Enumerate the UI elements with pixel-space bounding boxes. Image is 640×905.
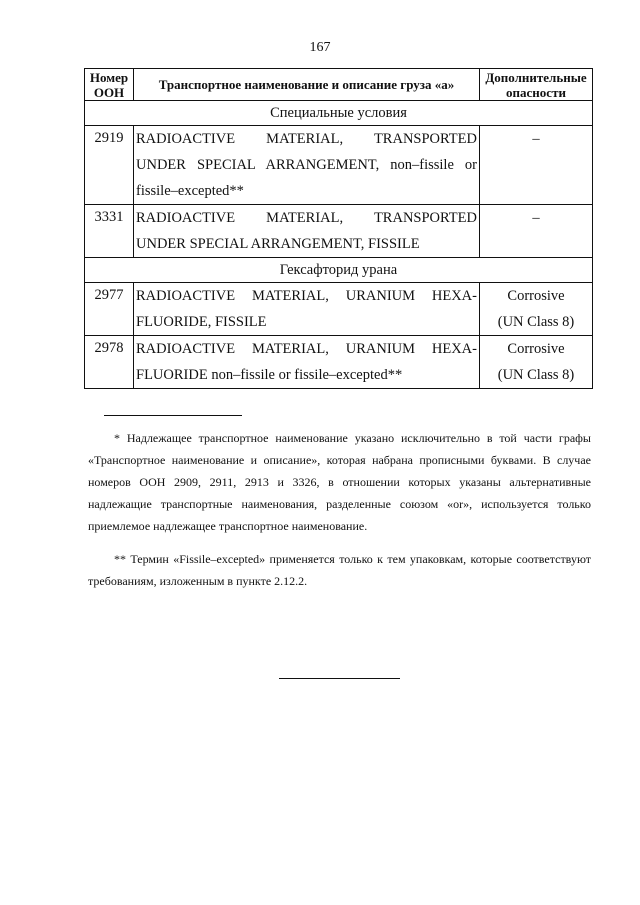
name-description-cell <box>134 283 480 336</box>
footnotes <box>88 427 591 592</box>
section-row <box>85 101 593 126</box>
un-number-cell: 2977 <box>85 283 134 336</box>
risk-line: (UN Class 8) <box>497 314 575 330</box>
header-un-number: Номер ООН <box>85 69 134 101</box>
table-row <box>85 205 593 258</box>
un-number-cell: 3331 <box>85 205 134 258</box>
description-line: RADIOACTIVE MATERIAL, TRANSPORTED <box>136 131 477 147</box>
risk-line: (UN Class 8) <box>497 367 575 383</box>
subsidiary-risk-cell <box>480 336 593 389</box>
name-description-cell <box>134 205 480 258</box>
description-line: UNDER SPECIAL ARRANGEMENT, FISSILE <box>136 236 420 252</box>
subsidiary-risk-cell <box>480 283 593 336</box>
name-description-cell <box>134 126 480 205</box>
section-title-uranium-hexafluoride: Гексафторид урана <box>85 258 593 283</box>
risk-line: – <box>532 131 540 147</box>
description-line: RADIOACTIVE MATERIAL, URANIUM HEXA- <box>136 341 477 357</box>
header-name-description: Транспортное наименование и описание груза «a» <box>134 69 480 101</box>
table-row <box>85 336 593 389</box>
description-line: RADIOACTIVE MATERIAL, URANIUM HEXA- <box>136 288 477 304</box>
end-divider <box>279 678 400 679</box>
un-number-cell: 2978 <box>85 336 134 389</box>
footnote-double-asterisk: ** Термин «Fissile–excepted» применяется только к тем упаковкам, которые соответствуют требованиям, изложенным в пункте 2.12.2. <box>88 552 591 588</box>
risk-line: Corrosive <box>507 288 565 304</box>
risk-line: Corrosive <box>507 341 565 357</box>
section-row <box>85 258 593 283</box>
subsidiary-risk-cell <box>480 205 593 258</box>
description-line: UNDER SPECIAL ARRANGEMENT, non–fissile or <box>136 157 477 173</box>
section-title-special-arrangement: Специальные условия <box>85 101 593 126</box>
description-line: fissile–excepted** <box>136 183 244 199</box>
header-subsidiary-risks: Дополнительные опасности <box>480 69 593 101</box>
footnote-single-asterisk: * Надлежащее транспортное наименование указано исключительно в той части графы «Транспортное наименование и описание», которая набрана прописными буквами. В случае номеров ООН 2909, 2911, 2913 и 3326, в отношении которых указаны альтернативные надлежащие транспортные наименования, разделенные союзом «or», используется только приемлемое надлежащее транспортное наименование. <box>88 431 591 533</box>
table-header-row <box>85 69 593 101</box>
subsidiary-risk-cell <box>480 126 593 205</box>
description-line: FLUORIDE, FISSILE <box>136 314 267 330</box>
un-number-cell: 2919 <box>85 126 134 205</box>
name-description-cell <box>134 336 480 389</box>
table-row <box>85 283 593 336</box>
description-line: FLUORIDE non–fissile or fissile–excepted** <box>136 367 403 383</box>
description-line: RADIOACTIVE MATERIAL, TRANSPORTED <box>136 210 477 226</box>
risk-line: – <box>532 210 540 226</box>
footnote-divider <box>104 415 242 416</box>
table-row <box>85 126 593 205</box>
dangerous-goods-table <box>84 68 593 389</box>
page-number: 167 <box>309 40 331 55</box>
